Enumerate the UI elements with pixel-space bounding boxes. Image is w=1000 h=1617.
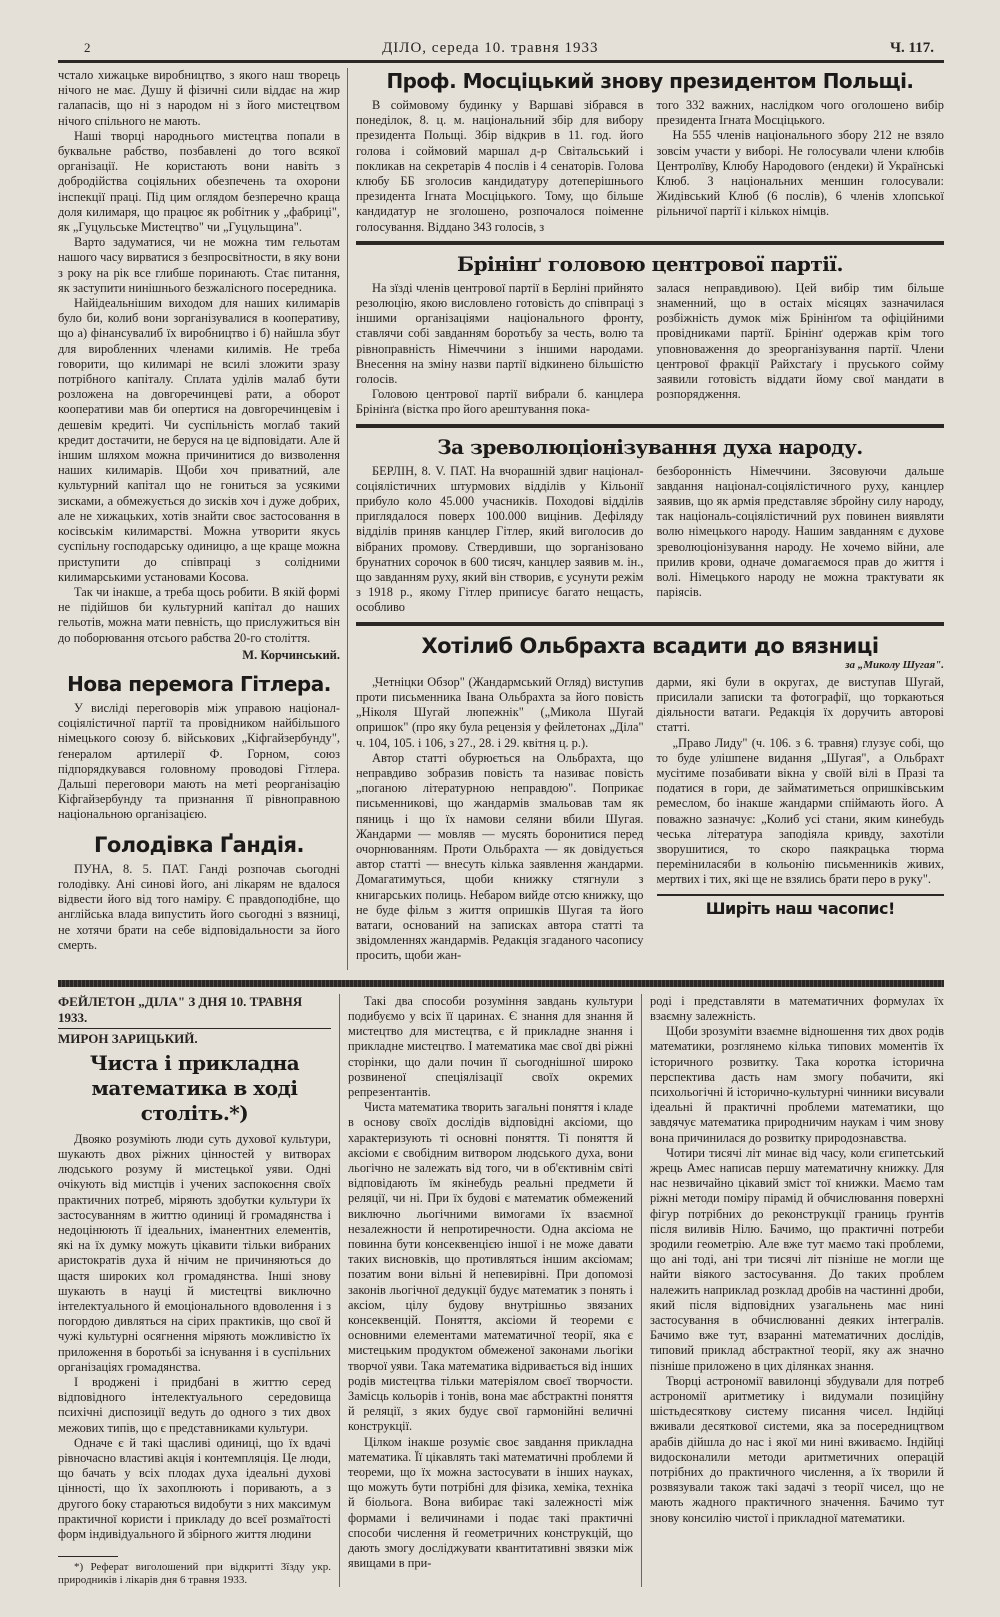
bruening-article (356, 253, 944, 418)
moscicki-article (356, 70, 944, 235)
olbracht-col2 (657, 675, 945, 888)
paragraph: безборонність Німеччини. Зясовуючи дальше завдання націонал-соціялістичного руху, канцлер заявив, що як армія представляє збройну силу народу, так національ-соціялістичний рух повинен виявляти волю німецького народу. Нашим завданням є духове зреволюціонізування народу. Не хочемо війни, але прилив крови, одначе домагаємося прав до життя і волі. Німецького народу не можна трактувати як паріясів. (656, 463, 944, 600)
paragraph: „Четніцки Обзор" (Жандармський Огляд) виступив проти письменника Івана Ольбрахта за його повість „Ніколя Шугай люпежнік" („Микола Шугай опришок" (про яку була рецензія у фейлетонах „Діла" ч. 104, 105. і 106, з 27., 28. і 29. квітня ц. р.). (356, 674, 644, 750)
paragraph: Одначе є й такі щасливі одиниці, що їх вдачі рівночасно властиві акція і контемпляція. Це люди, що бачать у всіх плодах духа ідеальні духові цінності, що їх захоплюють і поривають, а з другого боку стараються видобути з них максимум практичної користи і прикладу до всеї розмаїтості форм індивідуального й збірного життя людини (58, 1435, 331, 1541)
footnote (58, 1561, 331, 1587)
revolution-col2 (657, 464, 945, 616)
footnote-text: *) Реферат виголошений при відкритті Зїзду укр. природників і лікарів дня 6 травня 1933. (58, 1561, 331, 1587)
moscicki-col2 (657, 98, 945, 235)
revolution-col1 (356, 464, 644, 616)
paragraph: Такі два способи розуміння завдань культури подибуємо у всіх її царинах. Є знання для знання й мистецтво для мистецтва, є й прикладне знання і прикладне мистецтво. І математика має свої дві ріжні сторінки, що дали почин її сьогоднішної широко розвиненої спеціялізації своїх окремих репрезентантів. (348, 993, 633, 1099)
masthead: ДІЛО, середа 10. травня 1933 (382, 40, 599, 56)
paragraph: Цілком інакше розуміє своє завдання прикладна математика. Її цікавлять такі математичні проблеми й теореми, що їх можна застосувати в інших науках, що можуть бути потрібні для фізика, хеміка, техніка й біольога. Вона вибирає такі залежності між формами і величинами і подає такі практичні способи числення й геометричних конструкцій, що дають змогу досліджувати квантитативні звязки між явищами в при- (348, 1434, 633, 1571)
paragraph: Щоби зрозуміти взаємне відношення тих двох родів математики, розглянемо кілька типових моментів їх історичного розвитку. Така коротка історична перспектива дасть нам змогу побачити, які психольогічні й історично-культурні чинники висували ідеальні й практичні проблеми математики, що завдячує математика природничим наукам і чим знову вона причинилася до розвитку природознавства. (650, 1024, 944, 1145)
paragraph: Творці астрономії вавилонці збудували для потреб астрономії аритметику і видумали позиційну шістьдесяткову систему писання чисел. Індійці вживали десяткової системи, яка за посередництвом арабів дійшла до нас і якої ми нині вживаємо. Індійці видосконалили методи аритметичних операцій потрібних до практичного числення, а їх творили й розвязували також такі задачі з теорії чисел, що не мають жадного практичного значення. Бачимо тут знову консилію чистої і прикладної математики. (650, 1373, 944, 1525)
paragraph: дарми, які були в округах, де виступав Шугай, присилали записки та фотографії, що торкаються діяльности ватаги. Редакція їх доручить авторові статті. (656, 674, 944, 735)
section-rule (356, 424, 944, 428)
olbracht-article (356, 634, 944, 964)
paragraph: В соймовому будинку у Варшаві зібрався в понеділок, 8. ц. м. національний збір для вибору президента Польщі. Збір відкрив в 11. год. його голова і соймовий маршал д-р Світальський і покликав на секретарів 4 послів і 4 сенаторів. Голова клюбу ББ зголосив кандидатуру дотеперішнього президента Ігната Мосціцького. Тому, що більше кандидатур не зголошено, розпочалося поіменне голосування. Віддано 343 голосів, з (356, 98, 644, 234)
page-header (58, 40, 944, 57)
gandhi-article (58, 862, 340, 953)
hitler-article (58, 701, 340, 823)
promo-box (657, 894, 945, 919)
korchynsky-article (58, 68, 340, 663)
headline-moscicki: Проф. Мосціцький знову президентом Польщі. (386, 69, 914, 93)
header-rule (58, 60, 944, 63)
paragraph: того 332 важних, наслідком чого оголошено вибір президента Ігната Мосціцького. (656, 98, 944, 128)
paragraph: Головою центрової партії вибрали б. канцлера Брінінґа (вістка про його арештування пока- (356, 387, 644, 417)
footnote-rule (58, 1556, 118, 1557)
paragraph: Чотири тисячі літ минає від часу, коли єгипетський жрець Амес написав першу математичну книжку. Для нас незвичайно цікавий зміст тої книжки. Маємо там ріжні методи поміру пірамід й обчислювання поверхні фігур потрібних до реконструкції границь ґрунтів після виливів Нілю. Бачимо, що практичні потреби зродили геометрію. Але вже тут маємо такі проблеми, що ані тоді, ані три тисячі літ пізніше не могли ще найти віякого застосування. До таких проблем належить наприклад розклад дробів на частинні дроби, який після відповідних узагальнень має нині застосування в обчислюванні деяких інтегралів. Бачимо вже тут, взаранні математичних дослідів, типовий приклад абстрактної теорії, яку аж значно пізніше приложено в цих ділянках знання. (650, 1145, 944, 1373)
paragraph: залася неправдивою). Цей вибір тим більше знаменний, що в остаіх місяцях зазначилася розбіжність думок між Брінінґом та офіційними провідниками партії. Брінінґ одержав крім того уповноваження до зреорганізування партії. Члени центрової фракції Райхстаґу і пруського сойму заявили готовість віддати йому свої мандати в розпорядження. (656, 280, 944, 402)
feuilleton-author: МИРОН ЗАРИЦЬКИЙ. (58, 1030, 198, 1046)
feuilleton-label: ФЕЙЛЕТОН „ДІЛА" З ДНЯ 10. ТРАВНЯ 1933. (58, 994, 331, 1029)
bruening-col1 (356, 281, 644, 418)
feuilleton-title: Чиста і прикладна математика в ході століть.*) (89, 1050, 300, 1125)
moscicki-col1 (356, 98, 644, 235)
paragraph: І вроджені і придбані в життю серед відповідного інтелектуального середовища психічні диспозиції ведуть до одного з тих двох межових типів, що є представниками культури. (58, 1374, 331, 1435)
headline-bruening: Брінінґ головою центрової партії. (457, 251, 843, 276)
issue-number: Ч. 117. (890, 40, 934, 56)
headline-hitler: Нова перемога Гітлера. (67, 671, 331, 696)
headline-gandhi: Голодівка Ґандія. (94, 832, 304, 857)
feuilleton-divider (58, 980, 944, 987)
bruening-col2 (657, 281, 945, 418)
paragraph: роді і представляти в математичних формулах їх взаємну залежність. (650, 993, 944, 1023)
revolution-article (356, 436, 944, 616)
paragraph: Варто задуматися, чи не можна тим гельотам нашого часу вирватися з безпросвітности, в яку вони з року на рік все глибше поринають. Стає питання, як заступити нинішнього безжалісного посередника. (58, 235, 340, 295)
paragraph: Наші творці народнього мистецтва попали в буквальне рабство, позбавлені до того всякої організації. Не користають вони навіть з добродійства соціяльних обезпечень та охорони інспекції праці. Під цим оглядом безперечно краща доля килимаря, що працює як робітник у „фабриці", як „Гуцульське Мистецтво" чи „Гуцульщина". (58, 128, 340, 235)
feuilleton-col1-wrap (58, 994, 340, 1587)
paragraph: Двояко розуміють люди суть духової культури, шукають двох ріжних цінностей у витворах людського розуму й мистецької уяви. Одні очікують від мистців і учених заспокоєння своїх практичних потреб, міряють здобутки культури їх застосуванням в життю одиниці й громадянства і недоцінюють її ідеальних, іманентних елементів, які на їх думку можуть цікавити тільки вибраних аристократів духа й нічим не причиняються до щастя широких кол громадянства. Інші знову шукають в науці й мистецтві виключно інтелектуального й емоціонального вдоволення і з погордою дивляться на сірих практиків, що свої й чужі культурні осягнення міряють можливістю їх приложення в боротьбі за існування і в суспільних організаціях громадянства. (58, 1131, 331, 1374)
headline-olbracht: Хотілиб Ольбрахта всадити до вязниці (421, 633, 879, 658)
paragraph: На зїзді членів центрової партії в Берліні прийнято резолюцію, якою висловлено готовість до співпраці з іншими організаціями національного фронту, ставлячи собі завданням боротьбу за честь, волю та рівноправність Німеччини з іншими народами. Внесення на зміну назви партії відкинено більшістю голосів. (356, 280, 644, 387)
paragraph: ПУНА, 8. 5. ПАТ. Ганді розпочав сьогодні голодівку. Ані синові його, ані лікарям не вдалося відвести його від того наміру. Є правдоподібне, що англійська влада випустить його сьогодні з вязниці, не хотячи брати на себе відповідальности за його смерть. (58, 861, 340, 952)
right-column (348, 68, 944, 970)
olbracht-col2-wrap (657, 675, 945, 964)
paragraph: чстало хижацьке виробництво, з якого наш творець нічого не має. Душу й фізичні сили віддає на жир галапасів, що ні з народом ні з його мистецтвом нічого спільного не мають. (58, 68, 340, 128)
signature: М. Корчинський. (242, 647, 340, 662)
paragraph: Найідеальнішим виходом для наших килимарів було би, колиб вони зорганізувалися в кооперативу, що а) фінансувалиб їх виробництво і б) найшла збут для виробленних членами килимів. Не треба говорити, що килимарі не всилі зложити зразу потрібного капіталу. Сплата уділів малаб бути розложена на довгоречинцеві рати, а оборот кооперативи мав би опертися на довгоречинцевім і дешевім кредиті. Чи суспільність моглаб такий кредит достачити, не беруся на це відповідати. Але й іншим шляхом можна причинитися до визволення наших килимарів. Щоби хоч приватний, але культурний капітал що не гониться за усякими зисками, а обмежується до зисків хоч і дуже добрих, але не хижацьких, хотів знайти своє застосовання в косівськім килимарстві. Можна утворити якусь суспільну господарську одиницю, а ще краще можна приступити до співпраці з солідними килимарськими установами Косова. (58, 296, 340, 584)
paragraph: На 555 членів національного збору 212 не взяло зовсім участи у виборі. Не голосували члени клюбів Центролїву, Клюбу Народового (ендеки) й Українські Клюб. З національних меншин голосували: Жидівський Клюб (6 послів), 6 членів хлопської рільничої партії і кількох німців. (656, 128, 944, 219)
paragraph: Чиста математика творить загальні поняття і кладе в основу своїх дослідів відповідні аксіоми, що характеризують ті основні поняття. Ті поняття й аксіоми є свобідним витвором людського духа, вони льогічно не залежать від того, чи в об'єктивнім світі відповідають їм якінебудь реальні предмети й реляції, чи ні. При їх будові є математик обмежений виключно льогічними вимогами їх взаємної незалежности й непротиречности. Одна аксіома не повинна бути консеквенцією іншої і не може давати таких висновків, що противляться іншим аксіомам; позатим вони вільні й непевирівні. При допомозі законів льогічної дедукції будує математик з понять і аксіом, цілу будову внутрішньо звязаних консеквенцій. Поняття, аксіоми й теореми є основними елементами математичної теорії, яка є мистецьким продуктом обмеженої законами льогіки творчої уяви. Така математика відривається від інших родів мистецтва тільки матеріялом своєї творчости. Замісць кольорів і тонів, вона має абстрактні поняття й реляції, з яких будує свої гармонійні величні конструкції. (348, 1100, 633, 1434)
paragraph: У висліді переговорів між управою націонал-соціялістичної партії та провідником найбільшого німецького союзу б. військових „Кіфгайзербунду", ґенералом артилерії Ф. Горном, союз підпорядкувався головному проводові Гітлера. Дальші переговори мають на меті реорганізацію Кіфгайзербунду та признання її рівноправною національною організацією. (58, 700, 340, 822)
headline-revolution: За зреволюціонізування духа народу. (437, 434, 863, 459)
section-rule (356, 622, 944, 626)
promo-subscribe: Ширіть наш часопис! (705, 898, 895, 918)
paragraph: БЕРЛІН, 8. V. ПАТ. На вчорашній здвиг націонал-соціялістичних штурмових відділів у Кільонії прибуло коло 45.000 учасників. Походові відділів приглядалося поверх 100.000 вицінив. Дефіляду відділів приняв канцлер Гітлер, який виголосив до вібраних промову. Ствердивши, що зорганізовано брунатних сорочок в 600 тисяч, канцлер заявив м. ін., що завданням руху, який він створив, є усунути режім з 1918 р., якому Гітлер приписує багато нещасть, особливо (356, 463, 644, 615)
section-rule (356, 241, 944, 245)
olbracht-col1 (356, 675, 644, 964)
page-number: 2 (84, 40, 91, 55)
feuilleton-col1 (58, 1132, 331, 1542)
paragraph: „Право Лиду" (ч. 106. з 6. травня) глузує собі, що то буде улішпене видання „Шугая", а Ольбрахт мусітиме позабивати вікна у своїй вілі в Празі та податися в гори, де займатиметься опришківським ремеслом, бо інакше жандарми спіймають його. А поважно зазначує: „Колиб усі стани, яким кинебудь чеська література заподіяла кривду, захотіли зворушитися, то скоро паякрацька тюрма переміниласяби в кольонію письменників живих, мертвих і тих, які ще не взялись брати перо в руку". (656, 735, 944, 887)
subtitle-olbracht: за „Миколу Шугая". (845, 658, 944, 671)
feuilleton-col3 (642, 994, 944, 1587)
feuilleton (58, 994, 944, 1587)
paragraph: Так чи інакше, а треба щось робити. В якій формі не підійшов би культурний капітал до наших гельотів, можна мати певність, що прислужиться він до поборювання отсього рабства 20-го століття. (58, 584, 340, 645)
paragraph: Автор статті обурюється на Ольбрахта, що неправдиво зобразив повість та називає повість „поганою літературною неправдою". Поприкає письменникові, що жандармів змальовав там як пяниць і що їх намови селяни вбили Шугая. Жандарми — мовляв — мусять боронитися перед очорнюванням. Проти Ольбрахта — як довідується автор статті — внесуть кілька заявлення жандарми. Домагатимуться, щоби книжку стягнули з книгарських полиць. Небаром вийде отсю книжку, що не буде фільм з життя опришків Шугая та його ватаги, оснований на записках автора статті та звідомленнях жандармів. Редакція згаданого часопису просить, щоби жан- (356, 750, 644, 963)
top-section (58, 68, 944, 970)
feuilleton-col2 (340, 994, 642, 1587)
left-column (58, 68, 348, 970)
